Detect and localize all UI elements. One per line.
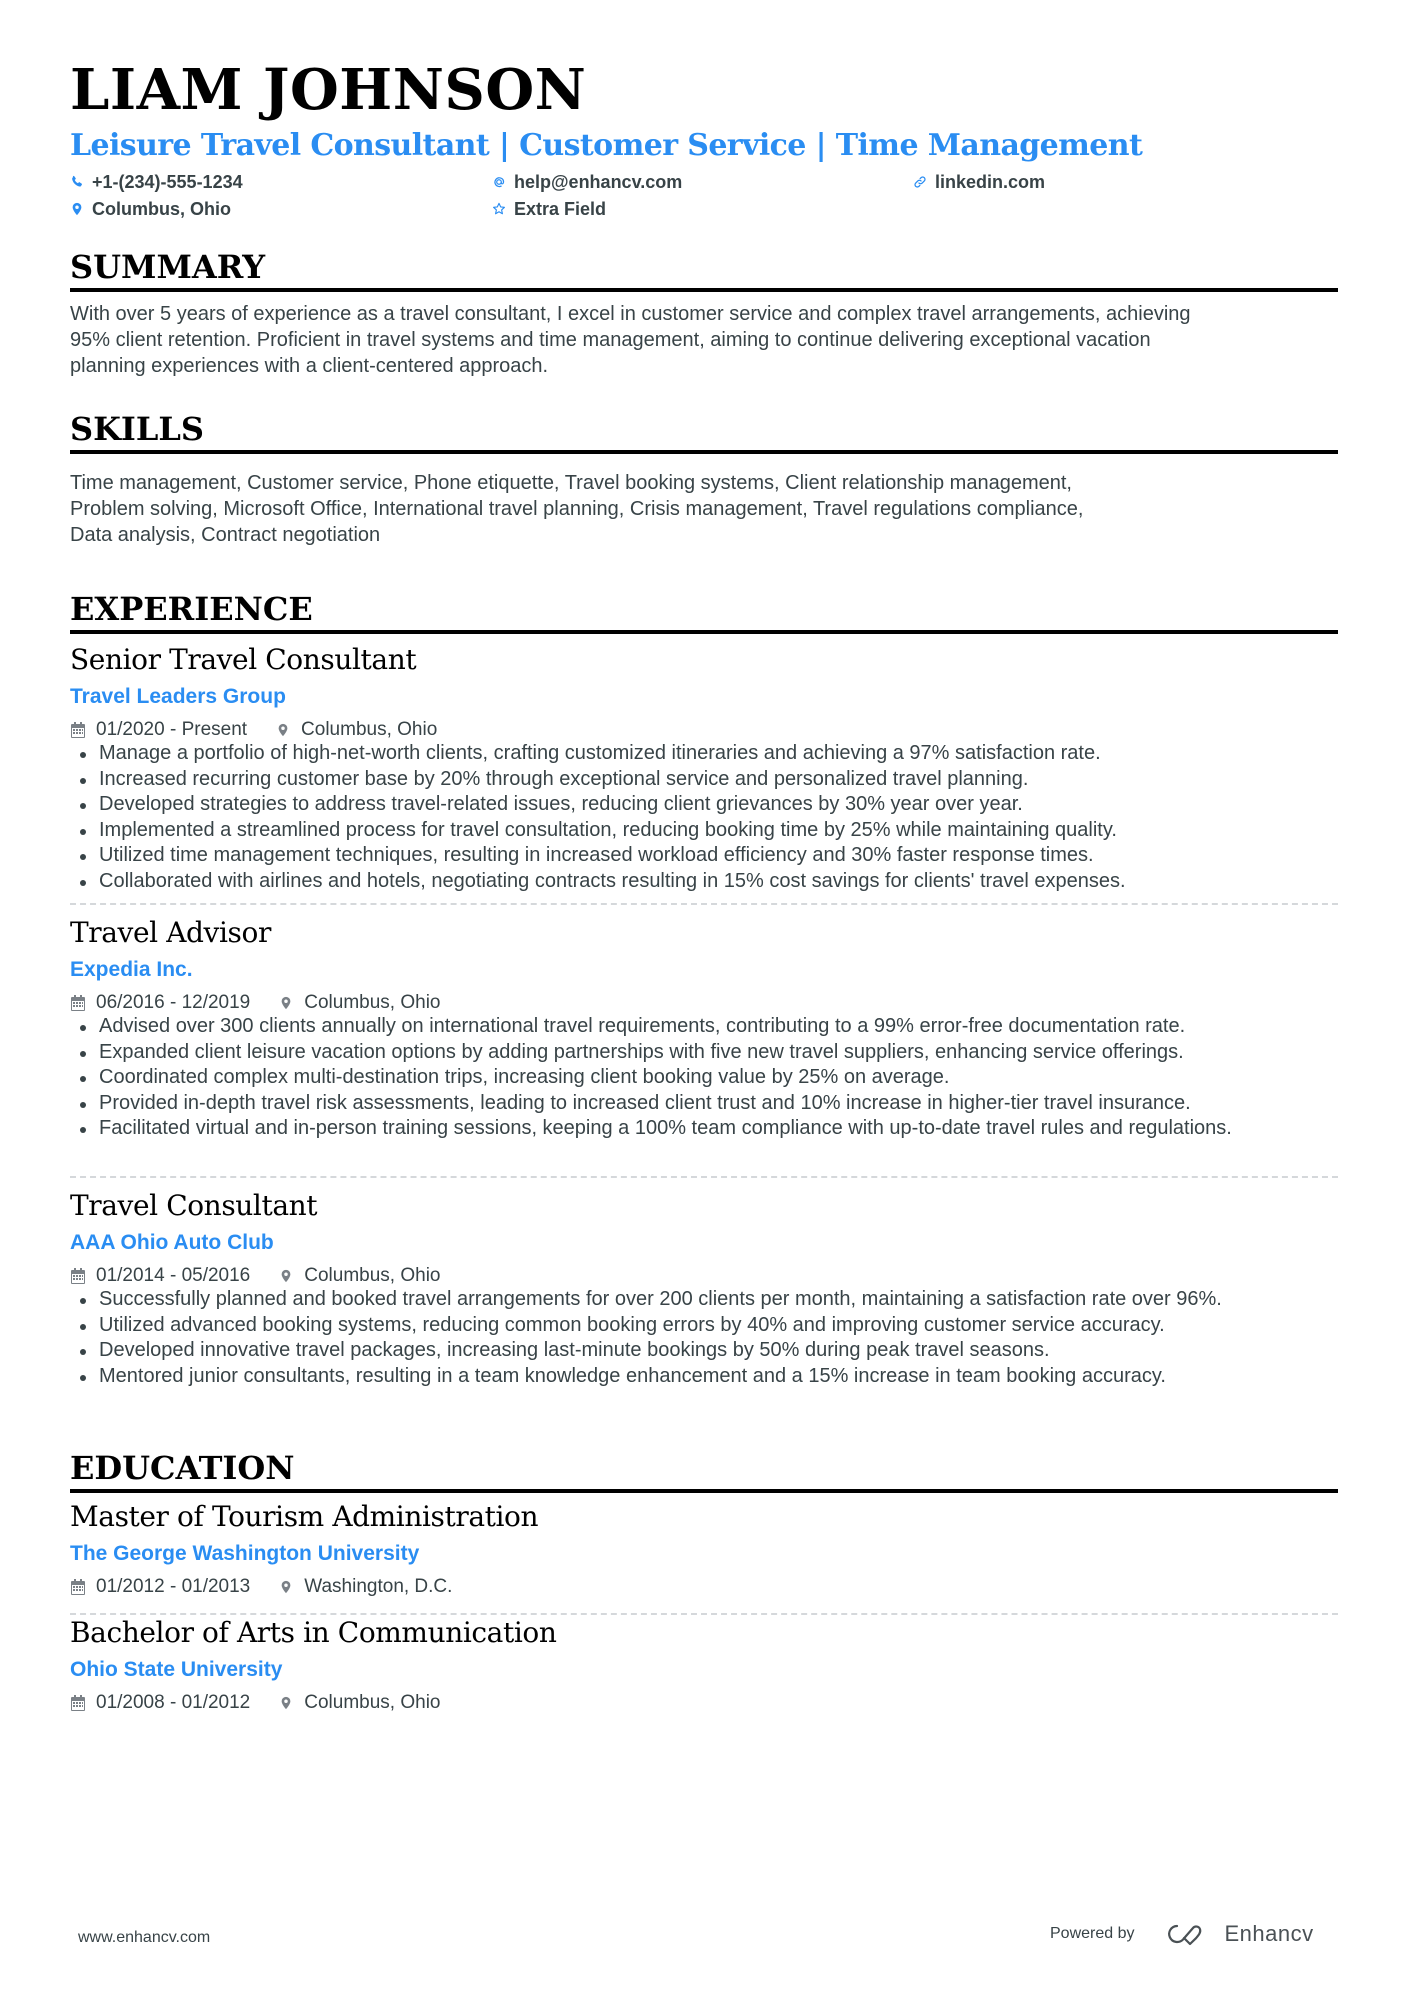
- job-meta: [70, 718, 437, 742]
- job-bullet: Mentored junior consultants, resulting in a team knowledge enhancement and a 15% increase in team booking accuracy.: [70, 1364, 1338, 1390]
- calendar-icon: [70, 1578, 86, 1596]
- section-title: SUMMARY: [70, 248, 266, 286]
- section-rule: [70, 288, 1338, 292]
- skills-section-header: [70, 410, 1338, 448]
- location-pin-icon: [278, 1694, 294, 1712]
- star-icon: [492, 201, 506, 217]
- contact-phone[interactable]: [70, 171, 243, 193]
- footer-website-link[interactable]: www.enhancv.com: [78, 1929, 211, 1946]
- job-bullets: [70, 1014, 1338, 1142]
- job-dates: 06/2016 - 12/2019: [96, 992, 251, 1013]
- education-meta: [70, 1691, 440, 1715]
- skills-line: Data analysis, Contract negotiation: [70, 524, 381, 546]
- education-school: The George Washington University: [70, 1542, 420, 1565]
- job-company: Travel Leaders Group: [70, 685, 286, 708]
- section-rule: [70, 450, 1338, 454]
- location-pin-icon: [275, 721, 291, 739]
- phone-icon: [70, 174, 84, 190]
- job-bullet: Facilitated virtual and in-person training sessions, keeping a 100% team compliance with up-to-date travel rules and regulations.: [70, 1116, 1310, 1142]
- job-location: Columbus, Ohio: [304, 992, 441, 1013]
- education-school: Ohio State University: [70, 1658, 283, 1681]
- location-pin-icon: [278, 1267, 294, 1285]
- candidate-name: LIAM JOHNSON: [70, 57, 587, 123]
- candidate-title: Leisure Travel Consultant | Customer Service | Time Management: [70, 128, 1143, 163]
- section-title: EDUCATION: [70, 1449, 295, 1487]
- section-title: SKILLS: [70, 410, 204, 448]
- entry-divider: [70, 903, 1338, 905]
- calendar-icon: [70, 994, 86, 1012]
- enhancv-logo: [1163, 1920, 1314, 1948]
- entry-divider: [70, 1176, 1338, 1178]
- education-location: Washington, D.C.: [304, 1576, 453, 1597]
- job-bullet: Advised over 300 clients annually on international travel requirements, contributing to a 99% error-free documentation rate.: [70, 1014, 1338, 1040]
- education-degree: Bachelor of Arts in Communication: [70, 1616, 557, 1649]
- phone-value: +1-(234)-555-1234: [92, 172, 243, 192]
- summary-section-header: [70, 248, 1338, 286]
- calendar-icon: [70, 1694, 86, 1712]
- skills-line: Time management, Customer service, Phone etiquette, Travel booking systems, Client relationship management,: [70, 472, 1072, 494]
- contact-email[interactable]: [492, 171, 682, 193]
- email-value: help@enhancv.com: [514, 172, 683, 192]
- enhancv-logo-icon: [1163, 1920, 1211, 1948]
- education-section-header: [70, 1449, 1338, 1487]
- job-meta: [70, 991, 440, 1015]
- education-location: Columbus, Ohio: [304, 1692, 441, 1713]
- skills-text: [70, 470, 1338, 548]
- location-value: Columbus, Ohio: [92, 199, 231, 219]
- job-meta: [70, 1264, 440, 1288]
- calendar-icon: [70, 721, 86, 739]
- job-bullet: Successfully planned and booked travel arrangements for over 200 clients per month, maintaining a satisfaction rate over 96%.: [70, 1287, 1320, 1313]
- contact-linkedin[interactable]: [913, 171, 1045, 193]
- job-company: Expedia Inc.: [70, 958, 193, 981]
- job-bullet: Provided in-depth travel risk assessments, leading to increased client trust and 10% increase in higher-tier travel insurance.: [70, 1091, 1338, 1117]
- entry-divider: [70, 1613, 1338, 1615]
- job-bullets: [70, 741, 1338, 894]
- job-dates: 01/2020 - Present: [96, 719, 248, 740]
- skills-line: Problem solving, Microsoft Office, International travel planning, Crisis management, Travel regulations compliance,: [70, 498, 1084, 520]
- location-pin-icon: [70, 201, 84, 217]
- education-dates: 01/2008 - 01/2012: [96, 1692, 251, 1713]
- at-icon: [492, 174, 506, 190]
- job-role: Senior Travel Consultant: [70, 643, 417, 676]
- job-bullet: Collaborated with airlines and hotels, negotiating contracts resulting in 15% cost savings for clients' travel expenses.: [70, 869, 1338, 895]
- job-bullet: Implemented a streamlined process for travel consultation, reducing booking time by 25% while maintaining quality.: [70, 818, 1338, 844]
- section-rule: [70, 1489, 1338, 1493]
- job-company: AAA Ohio Auto Club: [70, 1231, 274, 1254]
- job-bullet: Expanded client leisure vacation options by adding partnerships with five new travel suppliers, enhancing service offerings.: [70, 1040, 1338, 1066]
- job-role: Travel Consultant: [70, 1189, 318, 1222]
- job-bullet: Developed innovative travel packages, increasing last-minute bookings by 50% during peak travel seasons.: [70, 1338, 1338, 1364]
- job-bullet: Developed strategies to address travel-related issues, reducing client grievances by 30% year over year.: [70, 792, 1338, 818]
- footer-powered-by[interactable]: [1050, 1920, 1314, 1948]
- calendar-icon: [70, 1267, 86, 1285]
- linkedin-value: linkedin.com: [935, 172, 1046, 192]
- extra-field-value: Extra Field: [514, 199, 607, 219]
- job-bullet: Utilized advanced booking systems, reducing common booking errors by 40% and improving customer service accuracy.: [70, 1313, 1338, 1339]
- education-degree: Master of Tourism Administration: [70, 1500, 539, 1533]
- summary-text: [70, 301, 1338, 379]
- section-rule: [70, 630, 1338, 634]
- powered-by-label: Powered by: [1050, 1925, 1135, 1942]
- job-location: Columbus, Ohio: [301, 719, 438, 740]
- job-location: Columbus, Ohio: [304, 1265, 441, 1286]
- contact-extra-field: [492, 198, 606, 220]
- job-role: Travel Advisor: [70, 916, 271, 949]
- location-pin-icon: [278, 994, 294, 1012]
- section-title: EXPERIENCE: [70, 590, 313, 628]
- job-bullet: Manage a portfolio of high-net-worth clients, crafting customized itineraries and achieving a 97% satisfaction rate.: [70, 741, 1338, 767]
- education-meta: [70, 1575, 452, 1599]
- location-pin-icon: [278, 1578, 294, 1596]
- link-icon: [913, 174, 927, 190]
- contact-location: [70, 198, 231, 220]
- summary-line: With over 5 years of experience as a travel consultant, I excel in customer service and complex travel arrangements, achieving: [70, 303, 1191, 325]
- job-bullets: [70, 1287, 1338, 1389]
- experience-section-header: [70, 590, 1338, 628]
- job-bullet: Increased recurring customer base by 20% through exceptional service and personalized travel planning.: [70, 767, 1338, 793]
- enhancv-brand: Enhancv: [1224, 1921, 1314, 1946]
- job-dates: 01/2014 - 05/2016: [96, 1265, 251, 1286]
- job-bullet: Utilized time management techniques, resulting in increased workload efficiency and 30% faster response times.: [70, 843, 1338, 869]
- summary-line: planning experiences with a client-centered approach.: [70, 355, 549, 377]
- job-bullet: Coordinated complex multi-destination trips, increasing client booking value by 25% on average.: [70, 1065, 1338, 1091]
- education-dates: 01/2012 - 01/2013: [96, 1576, 251, 1597]
- summary-line: 95% client retention. Proficient in travel systems and time management, aiming to continue delivering exceptional vacation: [70, 329, 1151, 351]
